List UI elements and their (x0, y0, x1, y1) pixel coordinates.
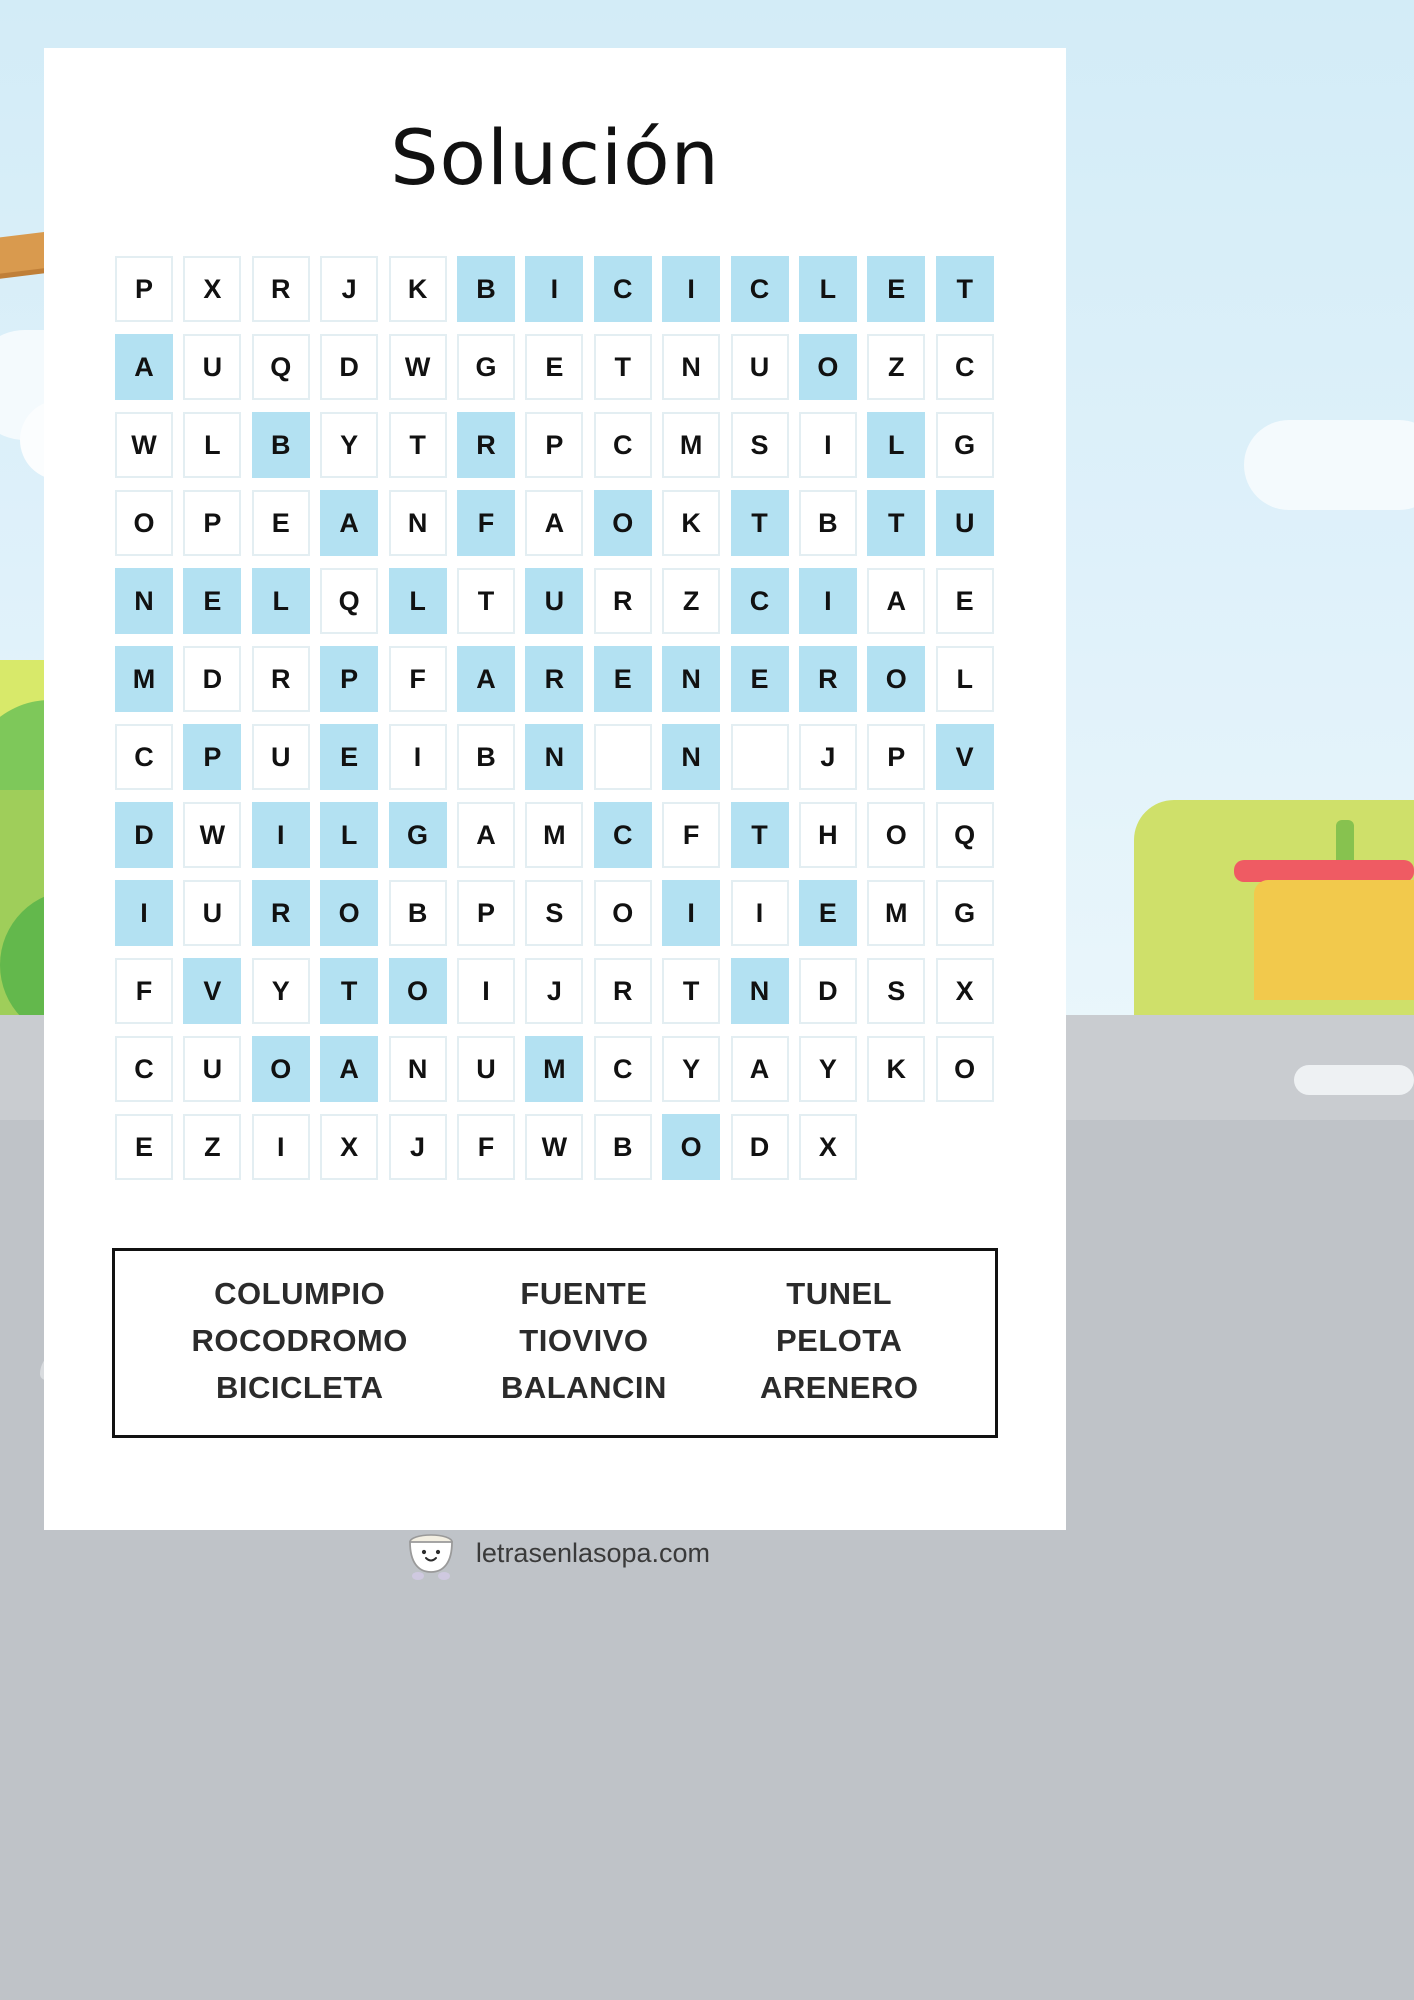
grid-cell[interactable]: O (799, 334, 857, 400)
word-list-item: COLUMPIO (214, 1276, 386, 1311)
grid-cell[interactable]: E (594, 646, 652, 712)
word-search-grid-container (110, 196, 1000, 1186)
grid-cell[interactable]: A (457, 802, 515, 868)
footer-site-label: letrasenlasopa.com (475, 1537, 711, 1568)
grid-cell[interactable]: R (594, 958, 652, 1024)
grid-cell[interactable]: A (525, 490, 583, 556)
grid-cell[interactable]: P (525, 412, 583, 478)
grid-cell[interactable]: O (320, 880, 378, 946)
grid-cell[interactable]: U (183, 1036, 241, 1102)
grid-cell[interactable]: B (457, 256, 515, 322)
grid-cell[interactable]: Q (320, 568, 378, 634)
grid-cell[interactable]: X (936, 958, 994, 1024)
grid-cell[interactable]: J (389, 1114, 447, 1180)
grid-cell[interactable]: A (320, 490, 378, 556)
soup-bowl-icon (400, 1526, 462, 1580)
grid-cell[interactable]: O (867, 802, 925, 868)
grid-cell[interactable]: T (731, 802, 789, 868)
grid-cell[interactable]: Z (867, 334, 925, 400)
grid-cell[interactable]: N (525, 724, 583, 790)
grid-cell[interactable]: M (662, 412, 720, 478)
grid-cell[interactable]: M (867, 880, 925, 946)
grid-cell[interactable]: O (594, 880, 652, 946)
grid-cell[interactable]: F (389, 646, 447, 712)
grid-cell[interactable]: C (594, 802, 652, 868)
grid-cell[interactable]: I (252, 802, 310, 868)
grid-cell[interactable]: I (799, 412, 857, 478)
grid-cell[interactable]: W (115, 412, 173, 478)
grid-cell[interactable]: S (731, 412, 789, 478)
grid-cell[interactable]: N (662, 646, 720, 712)
grid-cell[interactable]: Y (320, 412, 378, 478)
slide-body (1254, 880, 1414, 1000)
grid-cell[interactable]: U (525, 568, 583, 634)
grid-cell[interactable]: D (115, 802, 173, 868)
grid-cell[interactable]: S (867, 958, 925, 1024)
grid-cell[interactable] (594, 724, 652, 790)
grid-cell[interactable]: P (457, 880, 515, 946)
grid-cell[interactable]: F (662, 802, 720, 868)
grid-cell[interactable]: R (525, 646, 583, 712)
grid-cell[interactable]: O (867, 646, 925, 712)
grid-cell[interactable]: P (320, 646, 378, 712)
grid-cell[interactable]: E (867, 256, 925, 322)
grid-cell[interactable]: W (183, 802, 241, 868)
grid-cell[interactable]: M (525, 1036, 583, 1102)
grid-cell[interactable]: U (457, 1036, 515, 1102)
grid-cell[interactable]: L (389, 568, 447, 634)
word-list-item: PELOTA (775, 1322, 903, 1358)
path-marking (1294, 1065, 1414, 1095)
grid-cell[interactable]: M (525, 802, 583, 868)
grid-cell[interactable]: D (799, 958, 857, 1024)
grid-cell[interactable]: A (115, 334, 173, 400)
word-list-item: FUENTE (520, 1276, 648, 1311)
grid-cell[interactable]: I (115, 880, 173, 946)
grid-cell[interactable]: K (867, 1036, 925, 1102)
grid-cell[interactable]: N (731, 958, 789, 1024)
grid-cell[interactable]: I (525, 256, 583, 322)
grid-cell[interactable]: A (731, 1036, 789, 1102)
grid-cell[interactable]: P (183, 724, 241, 790)
grid-cell[interactable]: Z (183, 1114, 241, 1180)
grid-cell[interactable]: I (662, 880, 720, 946)
word-list-column (760, 1273, 919, 1409)
grid-cell[interactable]: C (594, 1036, 652, 1102)
grid-cell[interactable]: E (320, 724, 378, 790)
grid-cell[interactable]: U (252, 724, 310, 790)
grid-cell[interactable]: E (799, 880, 857, 946)
grid-cell[interactable]: T (731, 490, 789, 556)
grid-cell[interactable]: I (662, 256, 720, 322)
grid-cell[interactable]: E (183, 568, 241, 634)
grid-cell[interactable]: L (320, 802, 378, 868)
grid-cell[interactable]: K (662, 490, 720, 556)
footer (44, 1526, 1066, 1580)
grid-cell[interactable]: O (115, 490, 173, 556)
grid-cell[interactable]: Y (799, 1036, 857, 1102)
grid-cell[interactable]: B (252, 412, 310, 478)
word-list-item: BICICLETA (215, 1369, 384, 1405)
grid-cell[interactable]: G (457, 334, 515, 400)
grid-cell[interactable]: F (115, 958, 173, 1024)
grid-cell[interactable]: K (389, 256, 447, 322)
grid-cell[interactable]: U (936, 490, 994, 556)
grid-cell[interactable]: R (799, 646, 857, 712)
grid-cell[interactable]: V (183, 958, 241, 1024)
grid-cell[interactable]: B (457, 724, 515, 790)
grid-cell[interactable]: U (183, 880, 241, 946)
word-search-grid[interactable] (110, 250, 1000, 1186)
grid-cell[interactable]: C (731, 256, 789, 322)
word-list-item: TUNEL (786, 1276, 893, 1311)
grid-cell[interactable]: L (936, 646, 994, 712)
grid-cell[interactable]: A (320, 1036, 378, 1102)
grid-cell[interactable]: X (799, 1114, 857, 1180)
grid-cell[interactable]: Q (936, 802, 994, 868)
grid-cell[interactable]: Q (252, 334, 310, 400)
grid-cell[interactable]: N (662, 334, 720, 400)
grid-cell[interactable]: R (457, 412, 515, 478)
grid-cell[interactable]: F (457, 490, 515, 556)
grid-cell[interactable]: T (936, 256, 994, 322)
grid-cell[interactable]: I (799, 568, 857, 634)
grid-cell[interactable] (731, 724, 789, 790)
grid-cell[interactable]: T (457, 568, 515, 634)
grid-cell[interactable]: T (320, 958, 378, 1024)
grid-cell[interactable]: M (115, 646, 173, 712)
grid-cell[interactable]: O (662, 1114, 720, 1180)
word-list-item: TIOVIVO (519, 1322, 649, 1358)
grid-cell[interactable]: A (867, 568, 925, 634)
grid-cell[interactable]: T (867, 490, 925, 556)
grid-cell[interactable]: Z (662, 568, 720, 634)
grid-cell[interactable]: N (115, 568, 173, 634)
grid-cell[interactable]: Y (662, 1036, 720, 1102)
grid-cell[interactable]: I (389, 724, 447, 790)
grid-cell[interactable]: E (731, 646, 789, 712)
grid-cell[interactable]: E (115, 1114, 173, 1180)
grid-cell[interactable]: N (389, 490, 447, 556)
grid-cell[interactable]: C (115, 724, 173, 790)
word-list-item: ROCODROMO (191, 1322, 408, 1358)
grid-cell[interactable]: G (936, 880, 994, 946)
word-list-item: ARENERO (759, 1369, 919, 1405)
grid-cell[interactable]: J (525, 958, 583, 1024)
grid-cell[interactable]: L (799, 256, 857, 322)
word-list-box (112, 1248, 998, 1438)
grid-cell[interactable]: R (252, 880, 310, 946)
grid-cell[interactable]: T (662, 958, 720, 1024)
grid-cell[interactable]: T (389, 412, 447, 478)
grid-cell[interactable]: S (525, 880, 583, 946)
grid-cell[interactable]: O (389, 958, 447, 1024)
grid-cell[interactable]: E (936, 568, 994, 634)
grid-cell[interactable]: I (731, 880, 789, 946)
grid-cell[interactable]: L (252, 568, 310, 634)
grid-cell[interactable]: I (457, 958, 515, 1024)
grid-cell[interactable]: P (183, 490, 241, 556)
grid-cell[interactable]: F (457, 1114, 515, 1180)
grid-cell[interactable]: P (867, 724, 925, 790)
grid-cell[interactable]: N (662, 724, 720, 790)
grid-cell[interactable]: E (252, 490, 310, 556)
worksheet-sheet (44, 48, 1066, 1568)
grid-cell[interactable]: W (389, 334, 447, 400)
grid-cell[interactable]: T (594, 334, 652, 400)
grid-cell[interactable]: G (389, 802, 447, 868)
grid-cell[interactable]: C (936, 334, 994, 400)
grid-cell[interactable]: U (731, 334, 789, 400)
grid-cell[interactable]: J (320, 256, 378, 322)
grid-cell[interactable]: L (183, 412, 241, 478)
grid-cell[interactable]: R (594, 568, 652, 634)
grid-cell[interactable]: B (799, 490, 857, 556)
grid-cell[interactable]: U (183, 334, 241, 400)
page-title: Solución (390, 113, 720, 202)
grid-cell[interactable]: R (252, 256, 310, 322)
grid-cell[interactable]: A (457, 646, 515, 712)
grid-cell[interactable]: X (183, 256, 241, 322)
grid-cell[interactable]: C (594, 256, 652, 322)
grid-cell[interactable]: H (799, 802, 857, 868)
grid-cell[interactable]: P (115, 256, 173, 322)
grid-cell[interactable]: O (594, 490, 652, 556)
word-list-column (501, 1273, 667, 1409)
grid-cell[interactable]: D (731, 1114, 789, 1180)
grid-cell[interactable]: E (525, 334, 583, 400)
grid-cell[interactable]: D (183, 646, 241, 712)
grid-cell[interactable]: R (252, 646, 310, 712)
word-list-item: BALANCIN (500, 1369, 667, 1405)
word-list-column (192, 1273, 408, 1409)
cloud-icon (1244, 420, 1414, 510)
grid-cell[interactable]: C (115, 1036, 173, 1102)
grid-cell[interactable]: C (731, 568, 789, 634)
grid-cell[interactable]: C (594, 412, 652, 478)
grid-cell[interactable]: O (252, 1036, 310, 1102)
grid-cell[interactable]: N (389, 1036, 447, 1102)
grid-cell[interactable]: B (594, 1114, 652, 1180)
grid-cell[interactable]: V (936, 724, 994, 790)
grid-cell[interactable]: I (252, 1114, 310, 1180)
grid-cell[interactable]: Y (252, 958, 310, 1024)
grid-cell[interactable]: W (525, 1114, 583, 1180)
grid-cell[interactable]: J (799, 724, 857, 790)
grid-cell[interactable]: O (936, 1036, 994, 1102)
grid-cell[interactable]: B (389, 880, 447, 946)
grid-cell[interactable]: D (320, 334, 378, 400)
grid-cell[interactable]: X (320, 1114, 378, 1180)
slide-rail (1234, 860, 1414, 882)
grid-cell[interactable]: G (936, 412, 994, 478)
grid-cell[interactable]: L (867, 412, 925, 478)
